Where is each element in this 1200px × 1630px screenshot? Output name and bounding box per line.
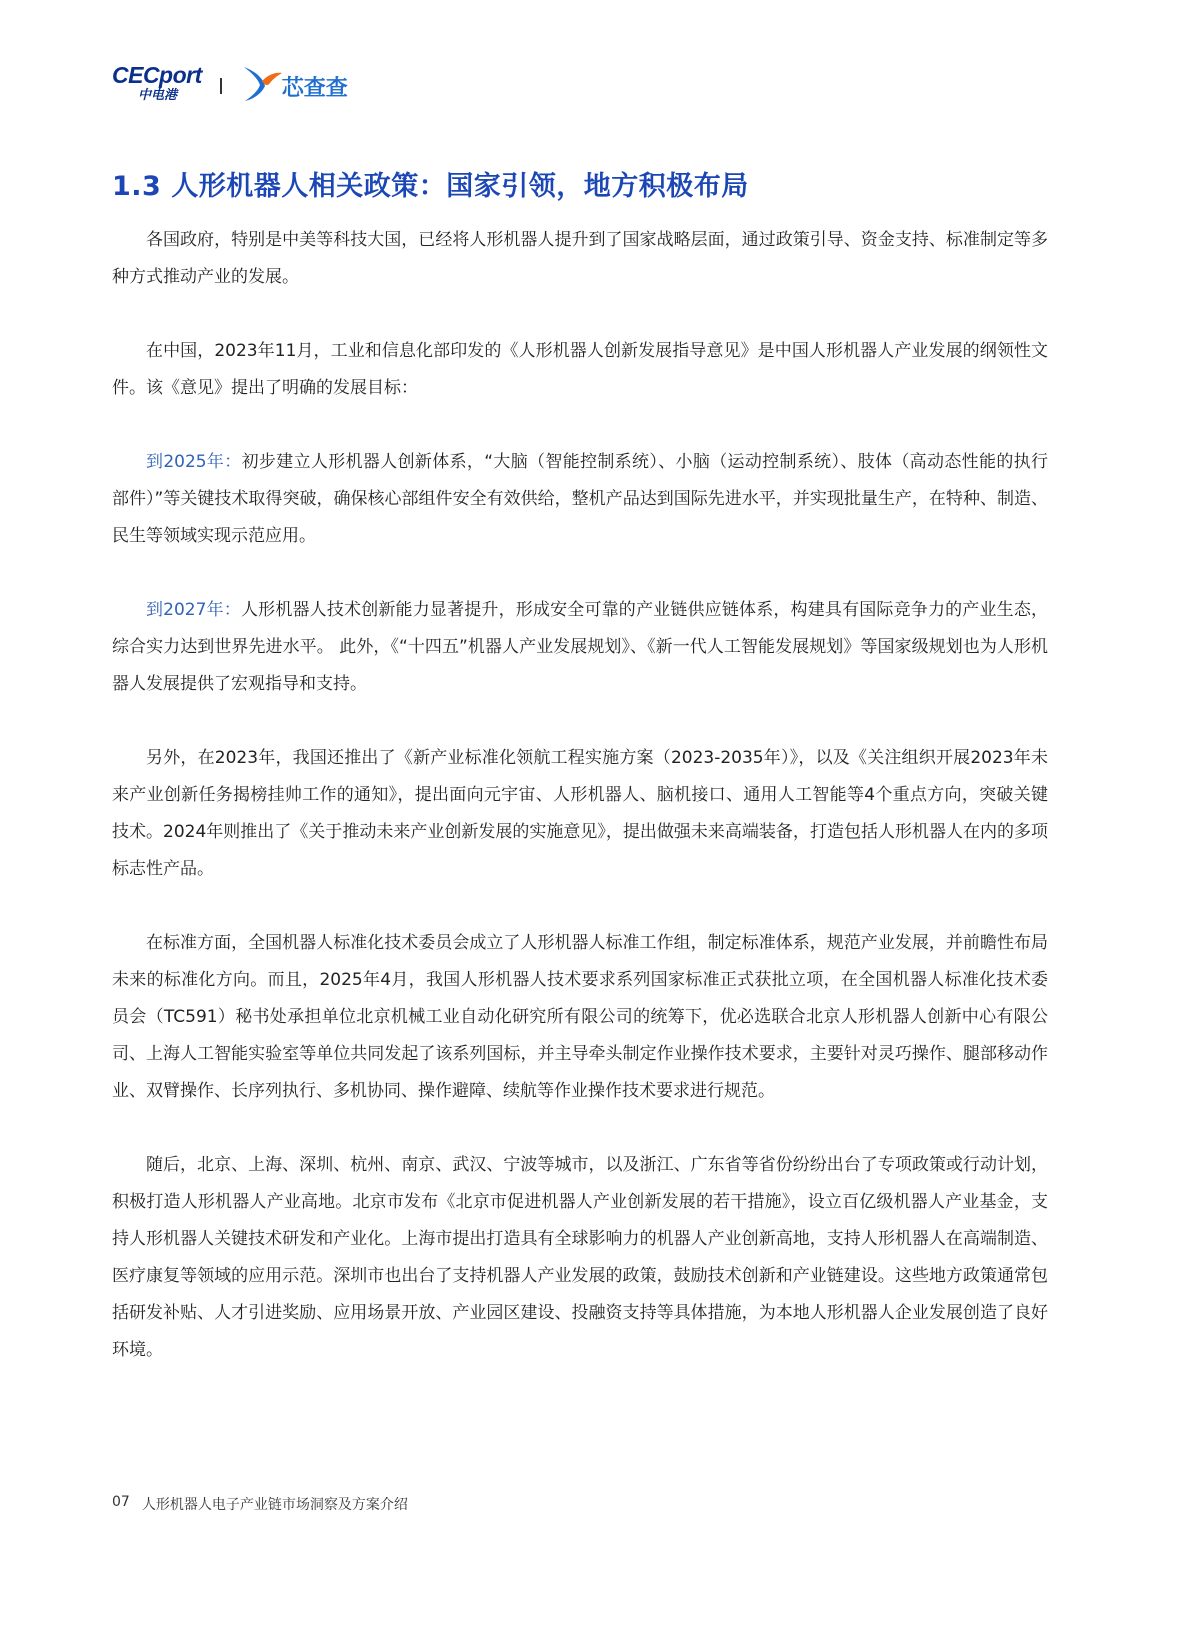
page-header [112,58,348,108]
xinchacha-logo-name: 芯查查 [281,75,348,101]
page-footer [112,1494,408,1514]
goal-2025-label: 到2025年： [146,452,242,472]
goal-2027-label: 到2027年： [146,600,241,620]
cecport-logo [112,64,202,102]
goal-2025-text: 初步建立人形机器人创新体系，“大脑（智能控制系统）、小脑（运动控制系统）、肢体（高动态性能的执行部件）”等关键技术取得突破，确保核心部组件安全有效供给，整机产品达到国际先进水平，并实现批量生产，在特种、制造、民生等领域实现示范应用。 [112,452,1048,546]
paragraph-intro: 各国政府，特别是中美等科技大国，已经将人形机器人提升到了国家战略层面，通过政策引导、资金支持、标准制定等多种方式推动产业的发展。 [112,230,1048,287]
page-number: 07 [112,1494,130,1510]
footer-doc-title: 人形机器人电子产业链市场洞察及方案介绍 [141,1497,408,1513]
paragraph-goal-2025 [112,444,1048,555]
cecport-logo-en: CECport [112,62,202,88]
cecport-logo-cn: 中电港 [138,88,178,103]
xinchacha-logo [240,63,348,103]
body-content [112,222,1048,1369]
logo-divider [220,78,222,94]
paragraph-standards: 在标准方面，全国机器人标准化技术委员会成立了人形机器人标准工作组，制定标准体系，规范产业发展，并前瞻性布局未来的标准化方向。而且，2025年4月，我国人形机器人技术要求系列国家标准正式获批立项，在全国机器人标准化技术委员会（TC591）秘书处承担单位北京机械工业自动化研究所有限公司的统筹下，优必选联合北京人形机器人创新中心有限公司、上海人工智能实验室等单位共同发起了该系列国标，并主导牵头制定作业操作技术要求，主要针对灵巧操作、腿部移动作业、双臂操作、长序列执行、多机协同、操作避障、续航等作业操作技术要求进行规范。 [112,933,1048,1101]
paragraph-local-policies: 随后，北京、上海、深圳、杭州、南京、武汉、宁波等城市，以及浙江、广东省等省份纷纷出台了专项政策或行动计划，积极打造人形机器人产业高地。北京市发布《北京市促进机器人产业创新发展的若干措施》，设立百亿级机器人产业基金，支持人形机器人关键技术研发和产业化。上海市提出打造具有全球影响力的机器人产业创新高地，支持人形机器人在高端制造、医疗康复等领域的应用示范。深圳市也出台了支持机器人产业发展的政策，鼓励技术创新和产业链建设。这些地方政策通常包括研发补贴、人才引进奖励、应用场景开放、产业园区建设、投融资支持等具体措施，为本地人形机器人企业发展创造了良好环境。 [112,1155,1048,1360]
paragraph-2023-initiatives: 另外，在2023年，我国还推出了《新产业标准化领航工程实施方案（2023-2035年）》，以及《关注组织开展2023年未来产业创新任务揭榜挂帅工作的通知》，提出面向元宇宙、人形机器人、脑机接口、通用人工智能等4个重点方向，突破关键技术。2024年则推出了《关于推动未来产业创新发展的实施意见》，提出做强未来高端装备，打造包括人形机器人在内的多项标志性产品。 [112,748,1048,879]
goal-2027-text: 人形机器人技术创新能力显著提升，形成安全可靠的产业链供应链体系，构建具有国际竞争力的产业生态，综合实力达到世界先进水平。 此外，《“十四五”机器人产业发展规划》、《新一代人工智能发展规划》等国家级规划也为人形机器人发展提供了宏观指导和支持。 [112,600,1049,694]
section-title: 1.3 人形机器人相关政策：国家引领，地方积极布局 [112,171,749,202]
xinchacha-mark-icon [240,63,284,103]
paragraph-china-guideline: 在中国，2023年11月，工业和信息化部印发的《人形机器人创新发展指导意见》是中国人形机器人产业发展的纲领性文件。该《意见》提出了明确的发展目标： [112,341,1048,398]
paragraph-goal-2027 [112,592,1048,703]
